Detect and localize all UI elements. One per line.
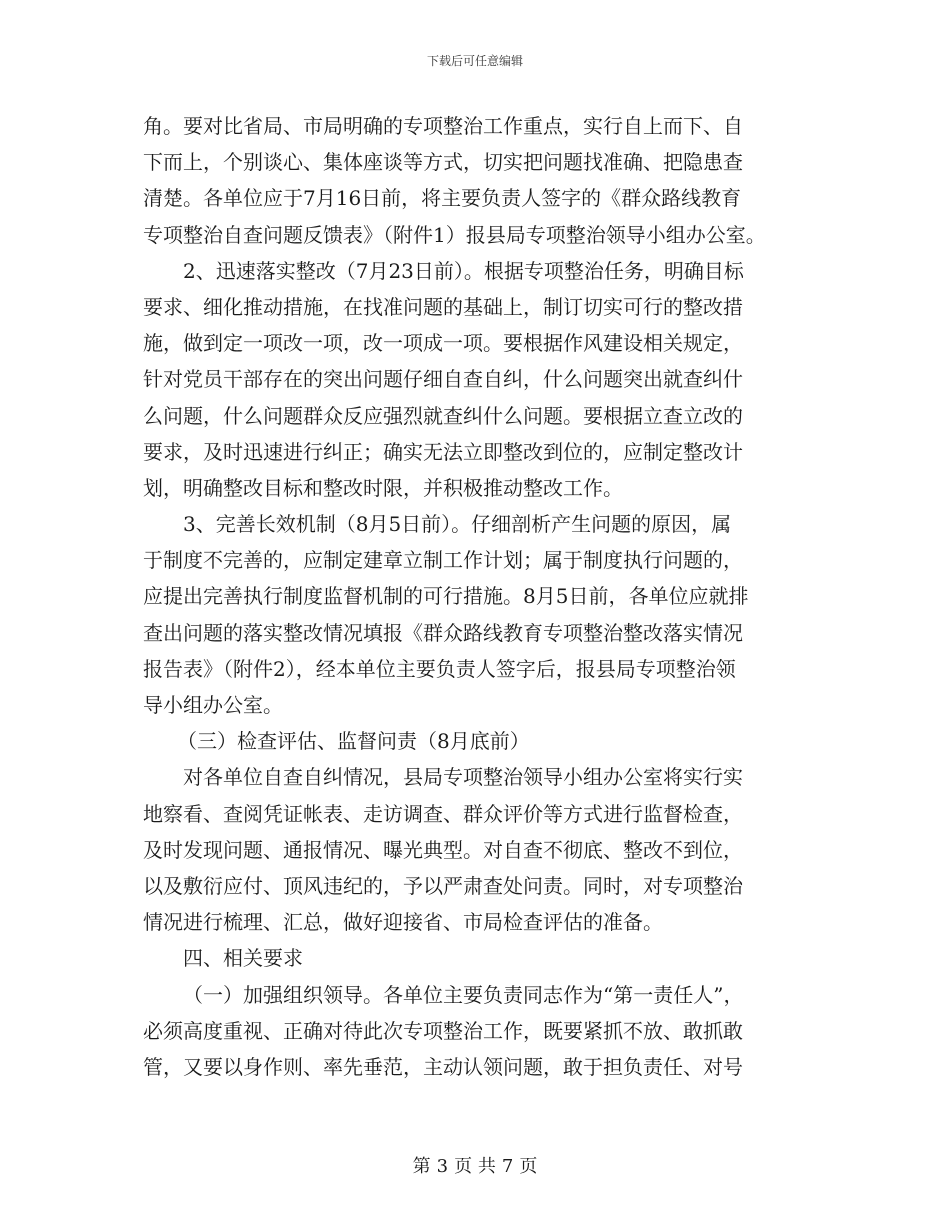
page-header: 下载后可任意编辑 bbox=[426, 54, 523, 68]
text-line: 要求、细化推动措施，在找准问题的基础上，制订切实可行的整改措 bbox=[143, 294, 743, 319]
text-line: 管，又要以身作则、率先垂范，主动认领问题，敢于担负责任、对号 bbox=[143, 1054, 743, 1079]
total-pages: 7 bbox=[501, 1156, 514, 1177]
text-line: 以及敷衍应付、顶风违纪的，予以严肃查处问责。同时，对专项整治 bbox=[143, 873, 743, 898]
paragraph-start: 对各单位自查自纠情况，县局专项整治领导小组办公室将实行实 bbox=[183, 765, 743, 790]
text-line: 么问题，什么问题群众反应强烈就查纠什么问题。要根据立查立改的 bbox=[143, 403, 743, 428]
section-heading: （三）检查评估、监督问责（8月底前） bbox=[177, 729, 530, 754]
paragraph-start: 3、完善长效机制（8月5日前）。仔细剖析产生问题的原因，属 bbox=[183, 512, 732, 537]
text-line: 针对党员干部存在的突出问题仔细自查自纠，什么问题突出就查纠什 bbox=[143, 367, 743, 392]
current-page: 3 bbox=[436, 1156, 449, 1177]
text-line: 角。要对比省局、市局明确的专项整治工作重点，实行自上而下、自 bbox=[143, 114, 743, 138]
text-line: 查出问题的落实整改情况填报《群众路线教育专项整治整改落实情况 bbox=[143, 620, 743, 645]
text-line: 必须高度重视、正确对待此次专项整治工作，既要紧抓不放、敢抓敢 bbox=[143, 1018, 743, 1043]
section-heading: 四、相关要求 bbox=[183, 946, 303, 971]
text-line: 报告表》（附件2），经本单位主要负责人签字后，报县局专项整治领 bbox=[143, 656, 736, 681]
text-line: 划，明确整改目标和整改时限，并积极推动整改工作。 bbox=[143, 475, 623, 500]
page-number bbox=[0, 1152, 950, 1178]
text-line: 导小组办公室。 bbox=[143, 693, 283, 717]
text-line: 及时发现问题、通报情况、曝光典型。对自查不彻底、整改不到位， bbox=[143, 837, 743, 862]
document-body bbox=[143, 108, 813, 1085]
page-number-prefix: 第 bbox=[412, 1156, 431, 1177]
paragraph-start: （一）加强组织领导。各单位主要负责同志作为“第一责任人”， bbox=[183, 982, 744, 1007]
paragraph-start: 2、迅速落实整改（7月23日前）。根据专项整治任务，明确目标 bbox=[183, 258, 744, 283]
page-number-suffix: 页 bbox=[519, 1156, 538, 1177]
text-line: 于制度不完善的，应制定建章立制工作计划；属于制度执行问题的， bbox=[143, 548, 743, 573]
text-line: 专项整治自查问题反馈表》（附件1）报县局专项整治领导小组办公室。 bbox=[143, 222, 766, 247]
page-number-middle: 页 共 bbox=[454, 1156, 496, 1177]
text-line: 情况进行梳理、汇总，做好迎接省、市局检查评估的准备。 bbox=[143, 910, 663, 935]
text-line: 地察看、查阅凭证帐表、走访调查、群众评价等方式进行监督检查， bbox=[143, 801, 743, 826]
text-line: 施，做到定一项改一项，改一项成一项。要根据作风建设相关规定， bbox=[143, 331, 743, 356]
text-line: 下而上，个别谈心、集体座谈等方式，切实把问题找准确、把隐患查 bbox=[143, 150, 743, 175]
text-line: 清楚。各单位应于7月16日前，将主要负责人签字的《群众路线教育 bbox=[143, 186, 742, 211]
text-line: 要求，及时迅速进行纠正；确实无法立即整改到位的，应制定整改计 bbox=[143, 439, 743, 464]
text-line: 应提出完善执行制度监督机制的可行措施。8月5日前，各单位应就排 bbox=[143, 584, 749, 609]
